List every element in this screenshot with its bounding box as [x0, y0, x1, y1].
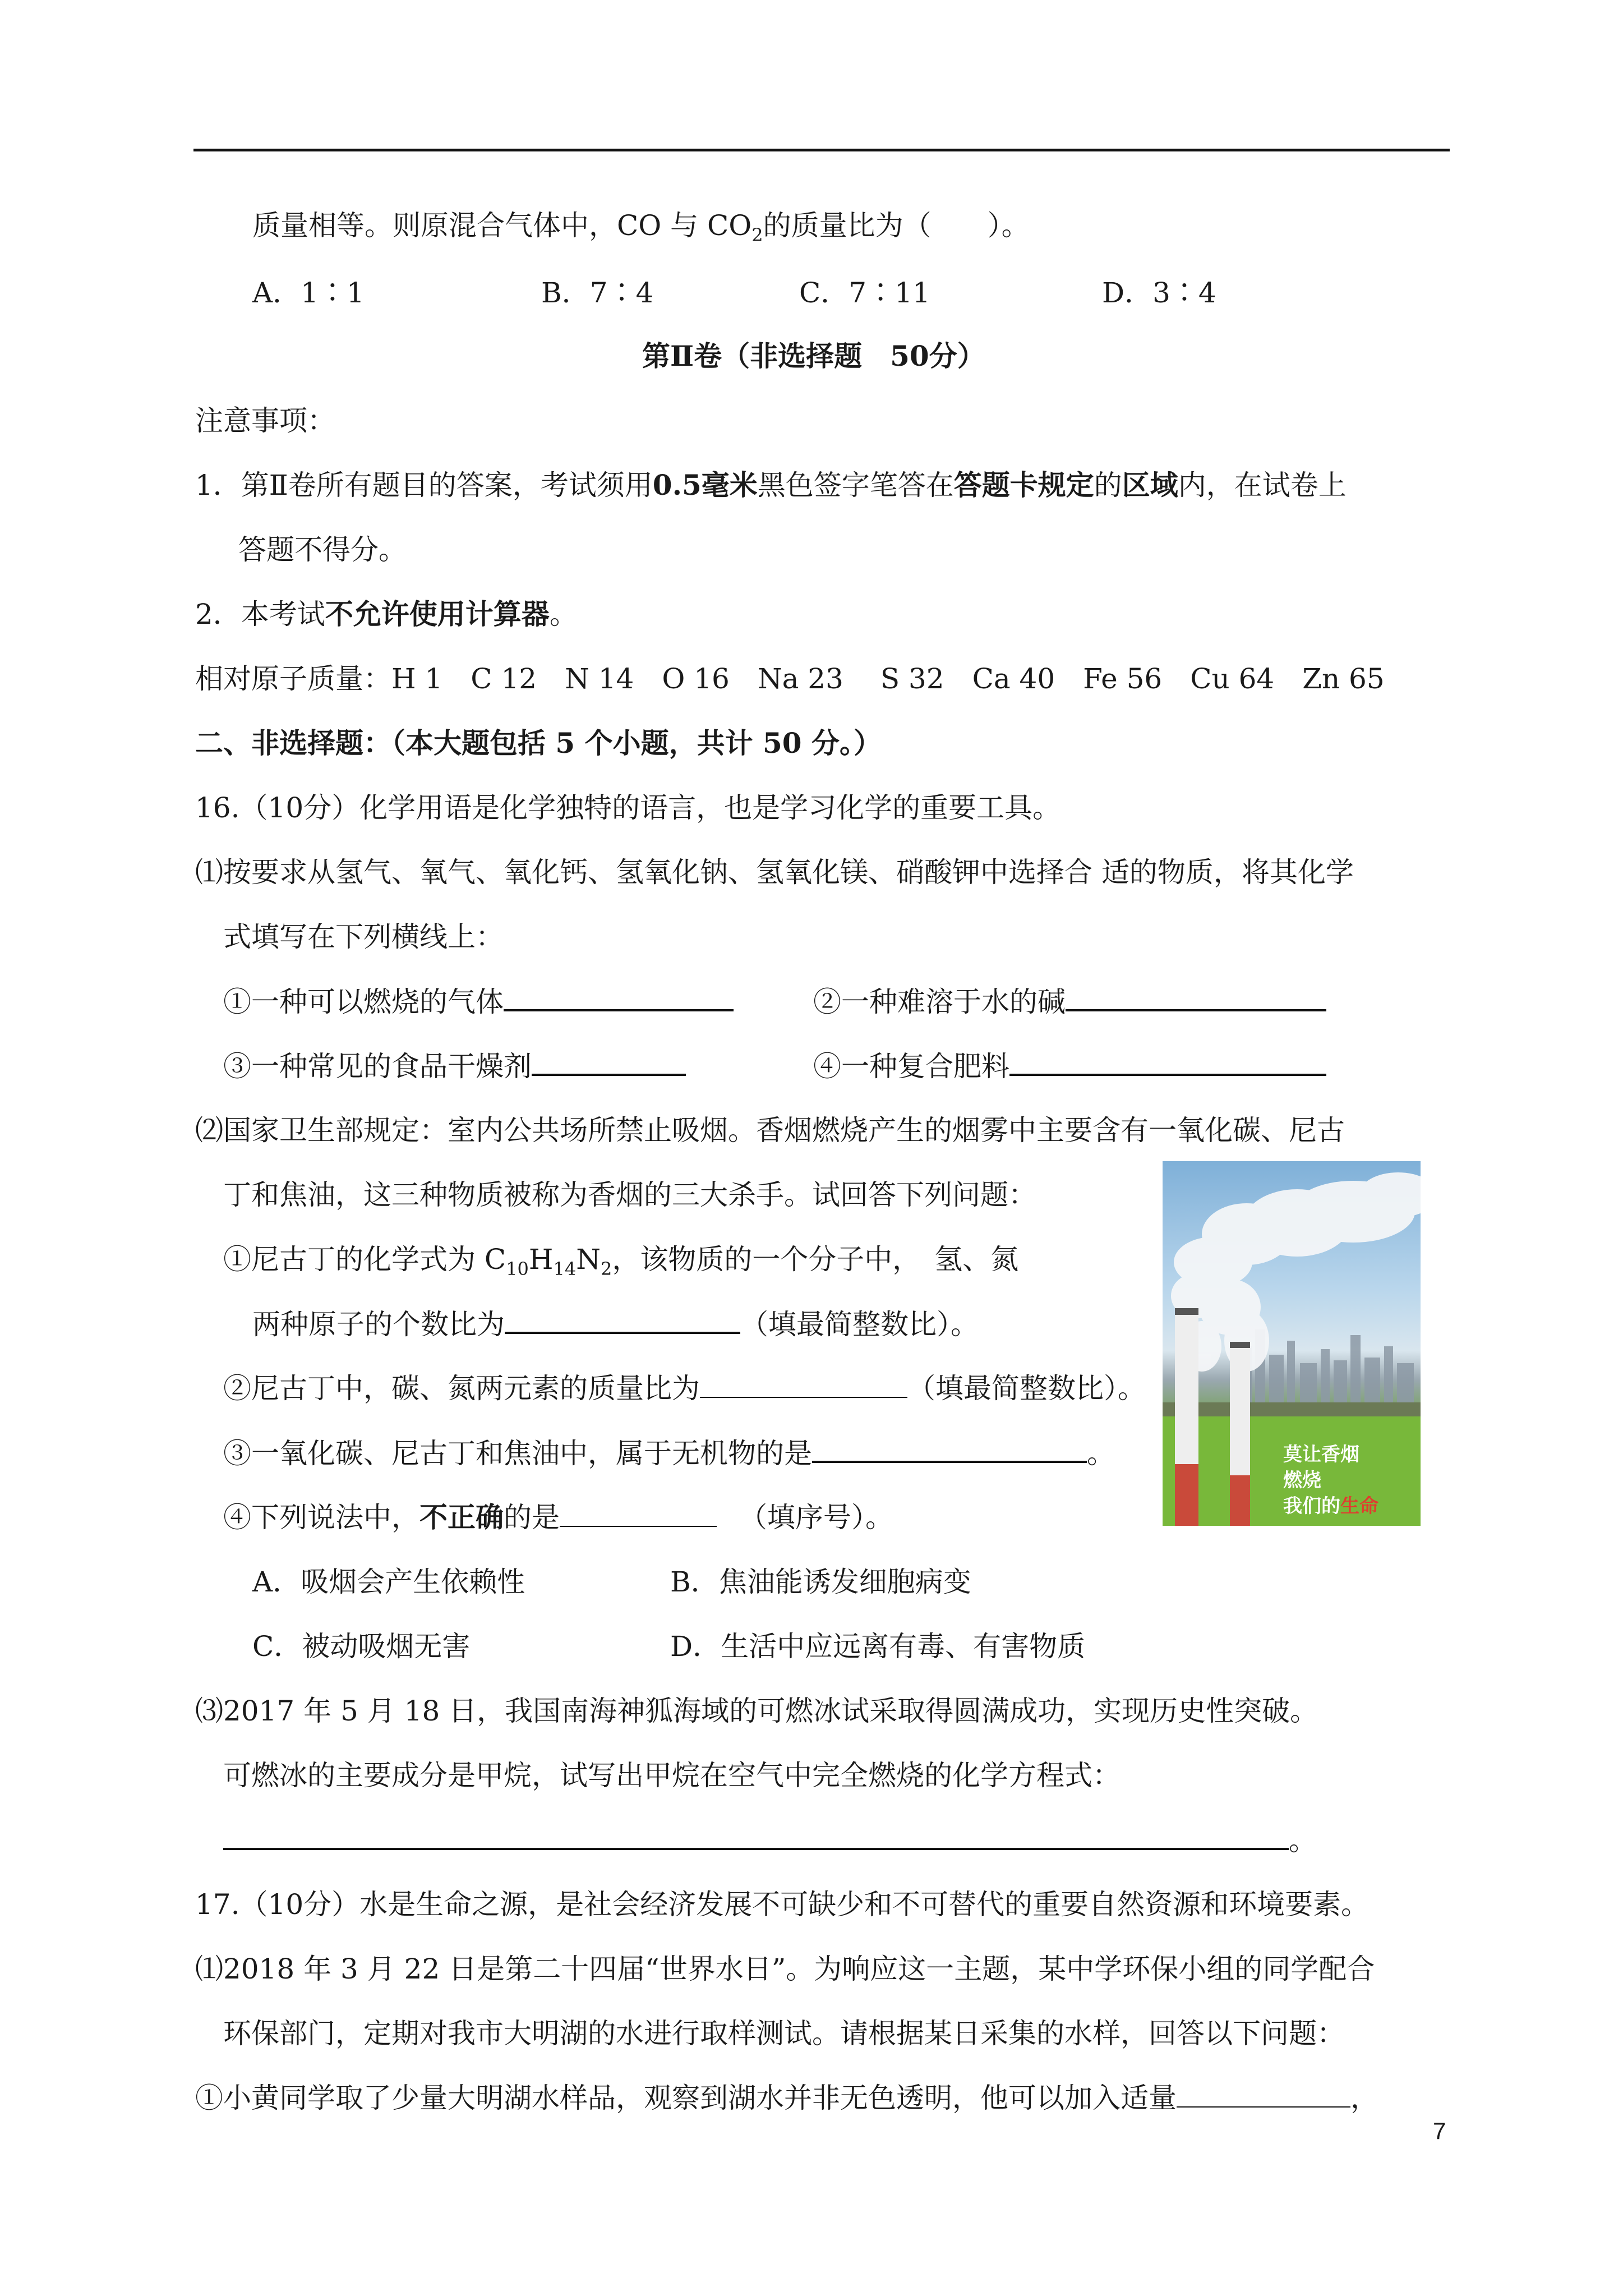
q16-sub-2: ②尼古丁中，碳、氮两元素的质量比为 （填最简整数比）。 — [223, 1372, 1146, 1405]
q17-title: 17.（10分）水是生命之源，是社会经济发展不可缺少和不可替代的重要自然资源和环境要素。 — [195, 1888, 1370, 1921]
note-1: 1．第Ⅱ卷所有题目的答案，考试须用0.5毫米黑色签字笔答在答题卡规定的区域内，在试卷上 — [195, 468, 1347, 501]
anti-smoking-poster — [1163, 1161, 1421, 1526]
q16-item-1: ①一种可以燃烧的气体 — [223, 983, 734, 1020]
q16-part1-cont: 式填写在下列横线上： — [223, 921, 504, 953]
q16-sub-1-cont: 两种原子的个数比为 （填最简整数比）。 — [252, 1306, 979, 1342]
answer-blank[interactable] — [1009, 1048, 1326, 1076]
q17-part1: ⑴2018 年 3 月 22 日是第二十四届“世界水日”。为响应这一主题，某中学环保小组的同学配合 — [195, 1953, 1375, 1985]
q15-option-b: B．7∶4 — [541, 277, 654, 309]
answer-blank[interactable] — [223, 1822, 1289, 1850]
q15-option-d: D．3∶4 — [1102, 277, 1216, 309]
header-rule — [193, 149, 1450, 151]
q16-option-d: D．生活中应远离有毒、有害物质 — [670, 1630, 1086, 1663]
q16-sub-3: ③一氧化碳、尼古丁和焦油中，属于无机物的是 。 — [223, 1435, 1115, 1471]
answer-blank[interactable] — [560, 1500, 717, 1527]
answer-blank[interactable] — [1066, 983, 1326, 1011]
q16-part3-cont: 可燃冰的主要成分是甲烷，试写出甲烷在空气中完全燃烧的化学方程式： — [223, 1759, 1121, 1792]
q16-part3: ⑶2017 年 5 月 18 日，我国南海神狐海域的可燃冰试采取得圆满成功，实现历史性突破。 — [195, 1695, 1318, 1727]
q16-item-3: ③一种常见的食品干燥剂 — [223, 1048, 686, 1084]
q15-stem: 质量相等。则原混合气体中，CO 与 $CO_2$的质量比为（ ）。 — [252, 209, 1030, 246]
q16-option-c: C．被动吸烟无害 — [252, 1630, 471, 1663]
q16-equation-line: 。 — [223, 1822, 1317, 1858]
note-2: 2．本考试不允许使用计算器。 — [195, 597, 578, 631]
answer-blank[interactable] — [504, 983, 734, 1011]
atomic-masses: 相对原子质量：H 1 C 12 N 14 O 16 Na 23 S 32 Ca 40 Fe 56 Cu 64 Zn 65 — [195, 662, 1385, 695]
notes-heading: 注意事项： — [195, 404, 335, 437]
answer-blank[interactable] — [532, 1048, 686, 1076]
answer-blank[interactable] — [1177, 2081, 1350, 2108]
q16-part1: ⑴按要求从氢气、氧气、氧化钙、氢氧化钠、氢氧化镁、硝酸钾中选择合 适的物质，将其化学 — [195, 856, 1354, 889]
q16-option-a: A．吸烟会产生依赖性 — [252, 1566, 525, 1598]
q16-part2-cont: 丁和焦油，这三种物质被称为香烟的三大杀手。试回答下列问题： — [223, 1179, 1036, 1211]
q17-sub-1: ①小黄同学取了少量大明湖水样品，观察到湖水并非无色透明，他可以加入适量 ， — [195, 2082, 1378, 2114]
q16-part2: ⑵国家卫生部规定：室内公共场所禁止吸烟。香烟燃烧产生的烟雾中主要含有一氧化碳、尼古 — [195, 1114, 1345, 1147]
q16-item-4: ④一种复合肥料 — [813, 1048, 1326, 1084]
q16-sub-4: ④下列说法中，不正确的是 （填序号）。 — [223, 1501, 893, 1534]
q16-sub-1: ①尼古丁的化学式为 $C_{10}H_{14}N_2$，该物质的一个分子中， 氢、氮 — [223, 1243, 1019, 1280]
poster-line-1: 莫让香烟 — [1283, 1443, 1359, 1466]
q17-part1-cont: 环保部门，定期对我市大明湖的水进行取样测试。请根据某日采集的水样，回答以下问题： — [223, 2017, 1345, 2050]
page-number: 7 — [1433, 2118, 1446, 2144]
poster-line-2: 燃烧 — [1283, 1469, 1321, 1492]
q16-option-b: B．焦油能诱发细胞病变 — [670, 1566, 971, 1598]
q15-option-c: C．7∶11 — [799, 277, 930, 309]
poster-line-3: 我们的生命 — [1283, 1495, 1378, 1517]
answer-blank[interactable] — [505, 1306, 740, 1334]
note-1-cont: 答题不得分。 — [238, 533, 407, 566]
section-title: 第Ⅱ卷（非选择题 50分） — [642, 339, 985, 372]
q15-option-a: A．1∶1 — [252, 277, 365, 309]
answer-blank[interactable] — [700, 1371, 907, 1398]
q16-item-2: ②一种难溶于水的碱 — [813, 983, 1326, 1020]
answer-blank[interactable] — [812, 1435, 1087, 1463]
part2-heading: 二、非选择题：（本大题包括 5 个小题，共计 50 分。） — [195, 726, 882, 760]
q16-title: 16.（10分）化学用语是化学独特的语言，也是学习化学的重要工具。 — [195, 792, 1061, 824]
